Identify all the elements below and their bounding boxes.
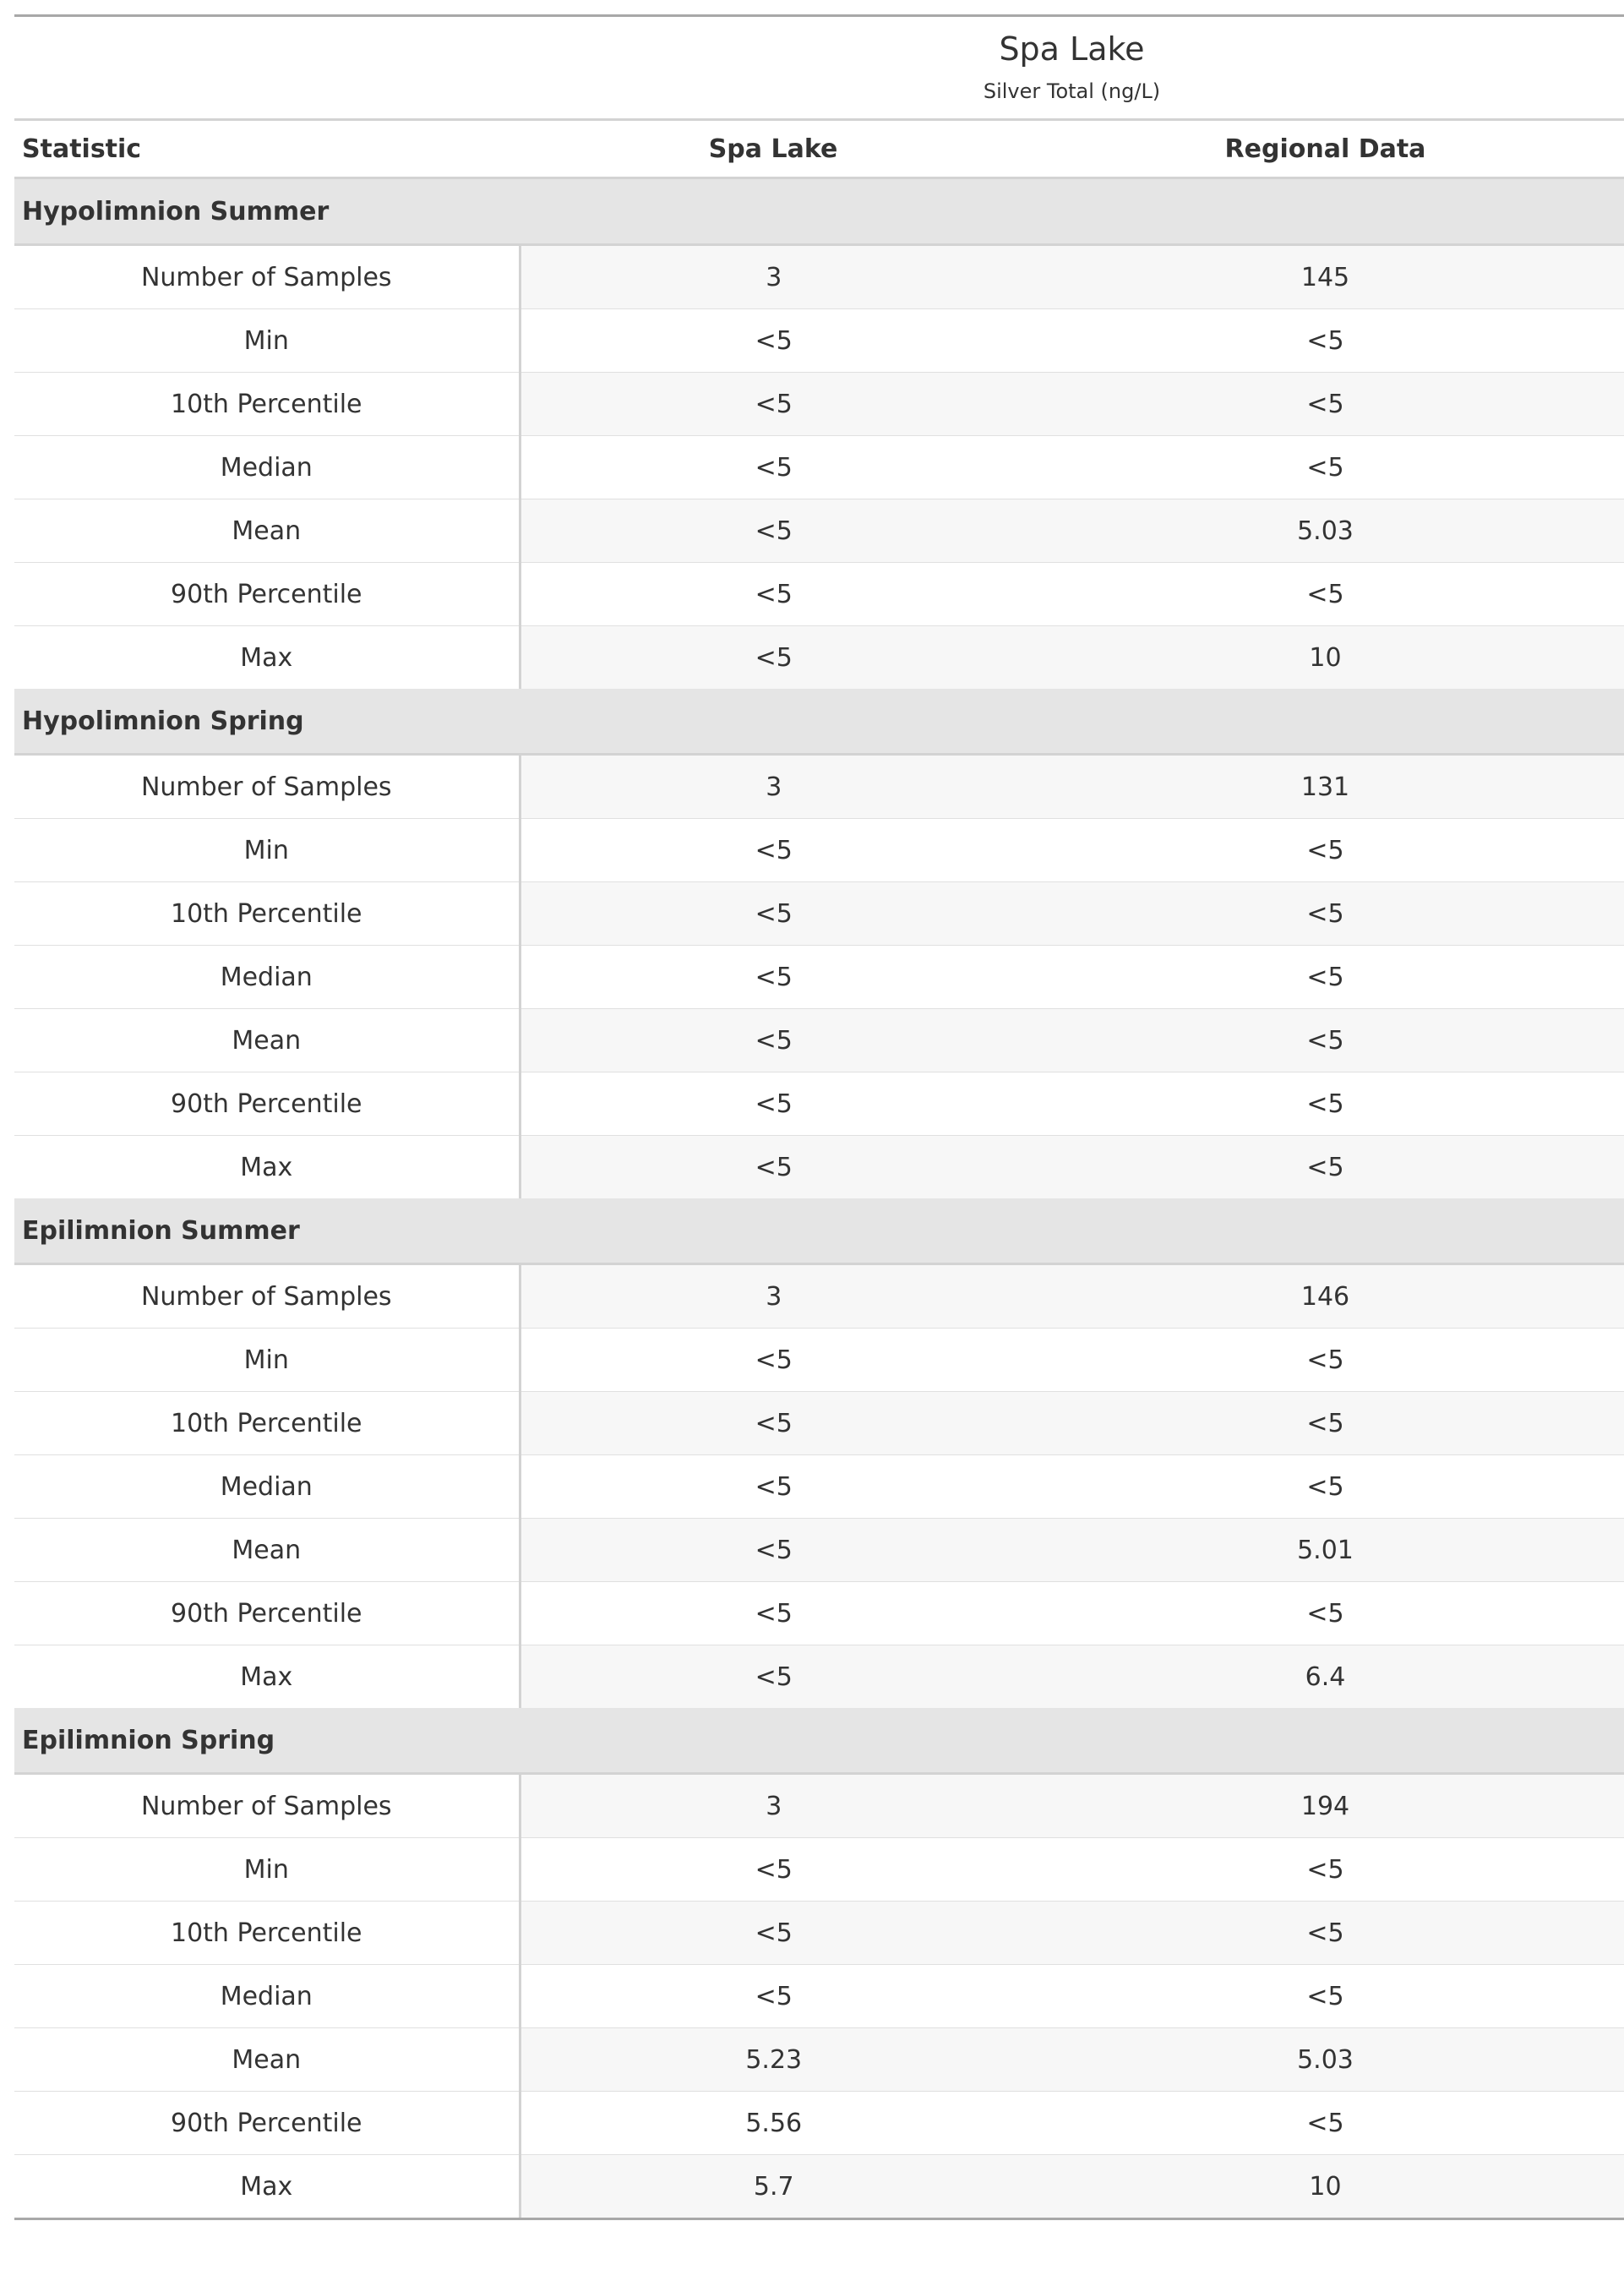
- stat-label-cell: Max: [14, 2155, 520, 2219]
- stat-label-cell: Mean: [14, 499, 520, 563]
- stat-label-cell: Number of Samples: [14, 1264, 520, 1329]
- regional-value-cell: <5: [1027, 1838, 1624, 1902]
- regional-value-cell: <5: [1027, 1072, 1624, 1136]
- regional-value-cell: <5: [1027, 373, 1624, 436]
- column-header-statistic: Statistic: [14, 120, 520, 178]
- table-row: [14, 245, 1624, 309]
- regional-value-cell: 5.01: [1027, 1519, 1624, 1582]
- site-value-cell: <5: [520, 882, 1027, 946]
- table-row: [14, 819, 1624, 882]
- site-value-cell: <5: [520, 1902, 1027, 1965]
- regional-value-cell: <5: [1027, 1009, 1624, 1072]
- table-row: [14, 436, 1624, 499]
- regional-value-cell: 194: [1027, 1774, 1624, 1838]
- stat-label-cell: Number of Samples: [14, 755, 520, 819]
- stat-label-cell: 10th Percentile: [14, 882, 520, 946]
- stat-label-cell: Mean: [14, 1519, 520, 1582]
- regional-value-cell: 5.03: [1027, 499, 1624, 563]
- table-row: [14, 626, 1624, 690]
- column-header-row: [14, 120, 1624, 178]
- group-header-row: [14, 178, 1624, 245]
- regional-value-cell: <5: [1027, 2092, 1624, 2155]
- table-title: Spa Lake: [999, 30, 1145, 68]
- table-row: [14, 1838, 1624, 1902]
- table-row: [14, 1645, 1624, 1709]
- stat-label-cell: 90th Percentile: [14, 2092, 520, 2155]
- site-value-cell: 3: [520, 245, 1027, 309]
- site-value-cell: <5: [520, 373, 1027, 436]
- regional-value-cell: <5: [1027, 1392, 1624, 1455]
- table-row: [14, 309, 1624, 373]
- site-value-cell: 5.56: [520, 2092, 1027, 2155]
- table-row: [14, 1009, 1624, 1072]
- site-value-cell: <5: [520, 1582, 1027, 1645]
- stat-label-cell: Number of Samples: [14, 245, 520, 309]
- site-value-cell: <5: [520, 1455, 1027, 1519]
- regional-value-cell: 10: [1027, 626, 1624, 690]
- group-header: Hypolimnion Spring: [14, 689, 1624, 755]
- table-row: [14, 755, 1624, 819]
- site-value-cell: <5: [520, 626, 1027, 690]
- stat-label-cell: Max: [14, 1136, 520, 1199]
- stat-label-cell: Mean: [14, 2028, 520, 2092]
- stat-label-cell: Median: [14, 436, 520, 499]
- stat-label-cell: Min: [14, 819, 520, 882]
- table-row: [14, 1455, 1624, 1519]
- regional-value-cell: 10: [1027, 2155, 1624, 2219]
- site-value-cell: <5: [520, 1645, 1027, 1709]
- site-value-cell: <5: [520, 1329, 1027, 1392]
- site-value-cell: <5: [520, 1136, 1027, 1199]
- group-section: [14, 1198, 1624, 1708]
- table-row: [14, 946, 1624, 1009]
- stat-label-cell: Number of Samples: [14, 1774, 520, 1838]
- regional-value-cell: <5: [1027, 1329, 1624, 1392]
- table-row: [14, 2155, 1624, 2219]
- stat-label-cell: 90th Percentile: [14, 1582, 520, 1645]
- regional-value-cell: 145: [1027, 245, 1624, 309]
- site-value-cell: <5: [520, 1519, 1027, 1582]
- table-row: [14, 2028, 1624, 2092]
- group-header-row: [14, 1198, 1624, 1264]
- column-header-site: Spa Lake: [520, 120, 1027, 178]
- regional-value-cell: <5: [1027, 436, 1624, 499]
- site-value-cell: <5: [520, 499, 1027, 563]
- group-header-row: [14, 1708, 1624, 1774]
- site-value-cell: <5: [520, 1009, 1027, 1072]
- regional-value-cell: <5: [1027, 882, 1624, 946]
- stat-label-cell: 10th Percentile: [14, 373, 520, 436]
- stat-label-cell: 90th Percentile: [14, 1072, 520, 1136]
- regional-value-cell: 146: [1027, 1264, 1624, 1329]
- site-value-cell: <5: [520, 309, 1027, 373]
- table-row: [14, 882, 1624, 946]
- table-subtitle: Silver Total (ng/L): [983, 79, 1161, 103]
- regional-value-cell: <5: [1027, 1582, 1624, 1645]
- table-row: [14, 1582, 1624, 1645]
- site-value-cell: <5: [520, 819, 1027, 882]
- regional-value-cell: 6.4: [1027, 1645, 1624, 1709]
- site-value-cell: <5: [520, 1072, 1027, 1136]
- site-value-cell: 3: [520, 1264, 1027, 1329]
- site-value-cell: 5.7: [520, 2155, 1027, 2219]
- stat-label-cell: Median: [14, 1455, 520, 1519]
- site-value-cell: <5: [520, 1838, 1027, 1902]
- site-value-cell: 5.23: [520, 2028, 1027, 2092]
- table-row: [14, 2092, 1624, 2155]
- group-section: [14, 689, 1624, 1198]
- table-row: [14, 1902, 1624, 1965]
- site-value-cell: <5: [520, 563, 1027, 626]
- regional-value-cell: 131: [1027, 755, 1624, 819]
- stats-table: [14, 14, 1624, 2220]
- stat-label-cell: 10th Percentile: [14, 1392, 520, 1455]
- stat-label-cell: 10th Percentile: [14, 1902, 520, 1965]
- table-row: [14, 1136, 1624, 1199]
- group-section: [14, 1708, 1624, 2219]
- regional-value-cell: <5: [1027, 819, 1624, 882]
- stat-label-cell: Min: [14, 1838, 520, 1902]
- site-value-cell: <5: [520, 946, 1027, 1009]
- stat-label-cell: Max: [14, 626, 520, 690]
- stat-label-cell: Median: [14, 1965, 520, 2028]
- table-row: [14, 1774, 1624, 1838]
- site-value-cell: <5: [520, 1392, 1027, 1455]
- site-value-cell: <5: [520, 1965, 1027, 2028]
- group-section: [14, 178, 1624, 690]
- regional-value-cell: 5.03: [1027, 2028, 1624, 2092]
- stats-table-container: [14, 14, 1624, 2220]
- table-row: [14, 1519, 1624, 1582]
- table-row: [14, 1264, 1624, 1329]
- stat-label-cell: Mean: [14, 1009, 520, 1072]
- stat-label-cell: Max: [14, 1645, 520, 1709]
- column-header-regional: Regional Data: [1027, 120, 1624, 178]
- title-row: [14, 16, 1624, 120]
- stat-label-cell: Min: [14, 309, 520, 373]
- stat-label-cell: Median: [14, 946, 520, 1009]
- table-row: [14, 563, 1624, 626]
- regional-value-cell: <5: [1027, 1455, 1624, 1519]
- group-header: Epilimnion Spring: [14, 1708, 1624, 1774]
- regional-value-cell: <5: [1027, 563, 1624, 626]
- stat-label-cell: Min: [14, 1329, 520, 1392]
- table-row: [14, 499, 1624, 563]
- table-row: [14, 1329, 1624, 1392]
- group-header-row: [14, 689, 1624, 755]
- table-row: [14, 1392, 1624, 1455]
- stat-label-cell: 90th Percentile: [14, 563, 520, 626]
- regional-value-cell: <5: [1027, 946, 1624, 1009]
- site-value-cell: 3: [520, 755, 1027, 819]
- regional-value-cell: <5: [1027, 1902, 1624, 1965]
- site-value-cell: <5: [520, 436, 1027, 499]
- site-value-cell: 3: [520, 1774, 1027, 1838]
- table-row: [14, 1965, 1624, 2028]
- table-row: [14, 373, 1624, 436]
- regional-value-cell: <5: [1027, 309, 1624, 373]
- group-header: Hypolimnion Summer: [14, 178, 1624, 245]
- table-row: [14, 1072, 1624, 1136]
- regional-value-cell: <5: [1027, 1965, 1624, 2028]
- regional-value-cell: <5: [1027, 1136, 1624, 1199]
- group-header: Epilimnion Summer: [14, 1198, 1624, 1264]
